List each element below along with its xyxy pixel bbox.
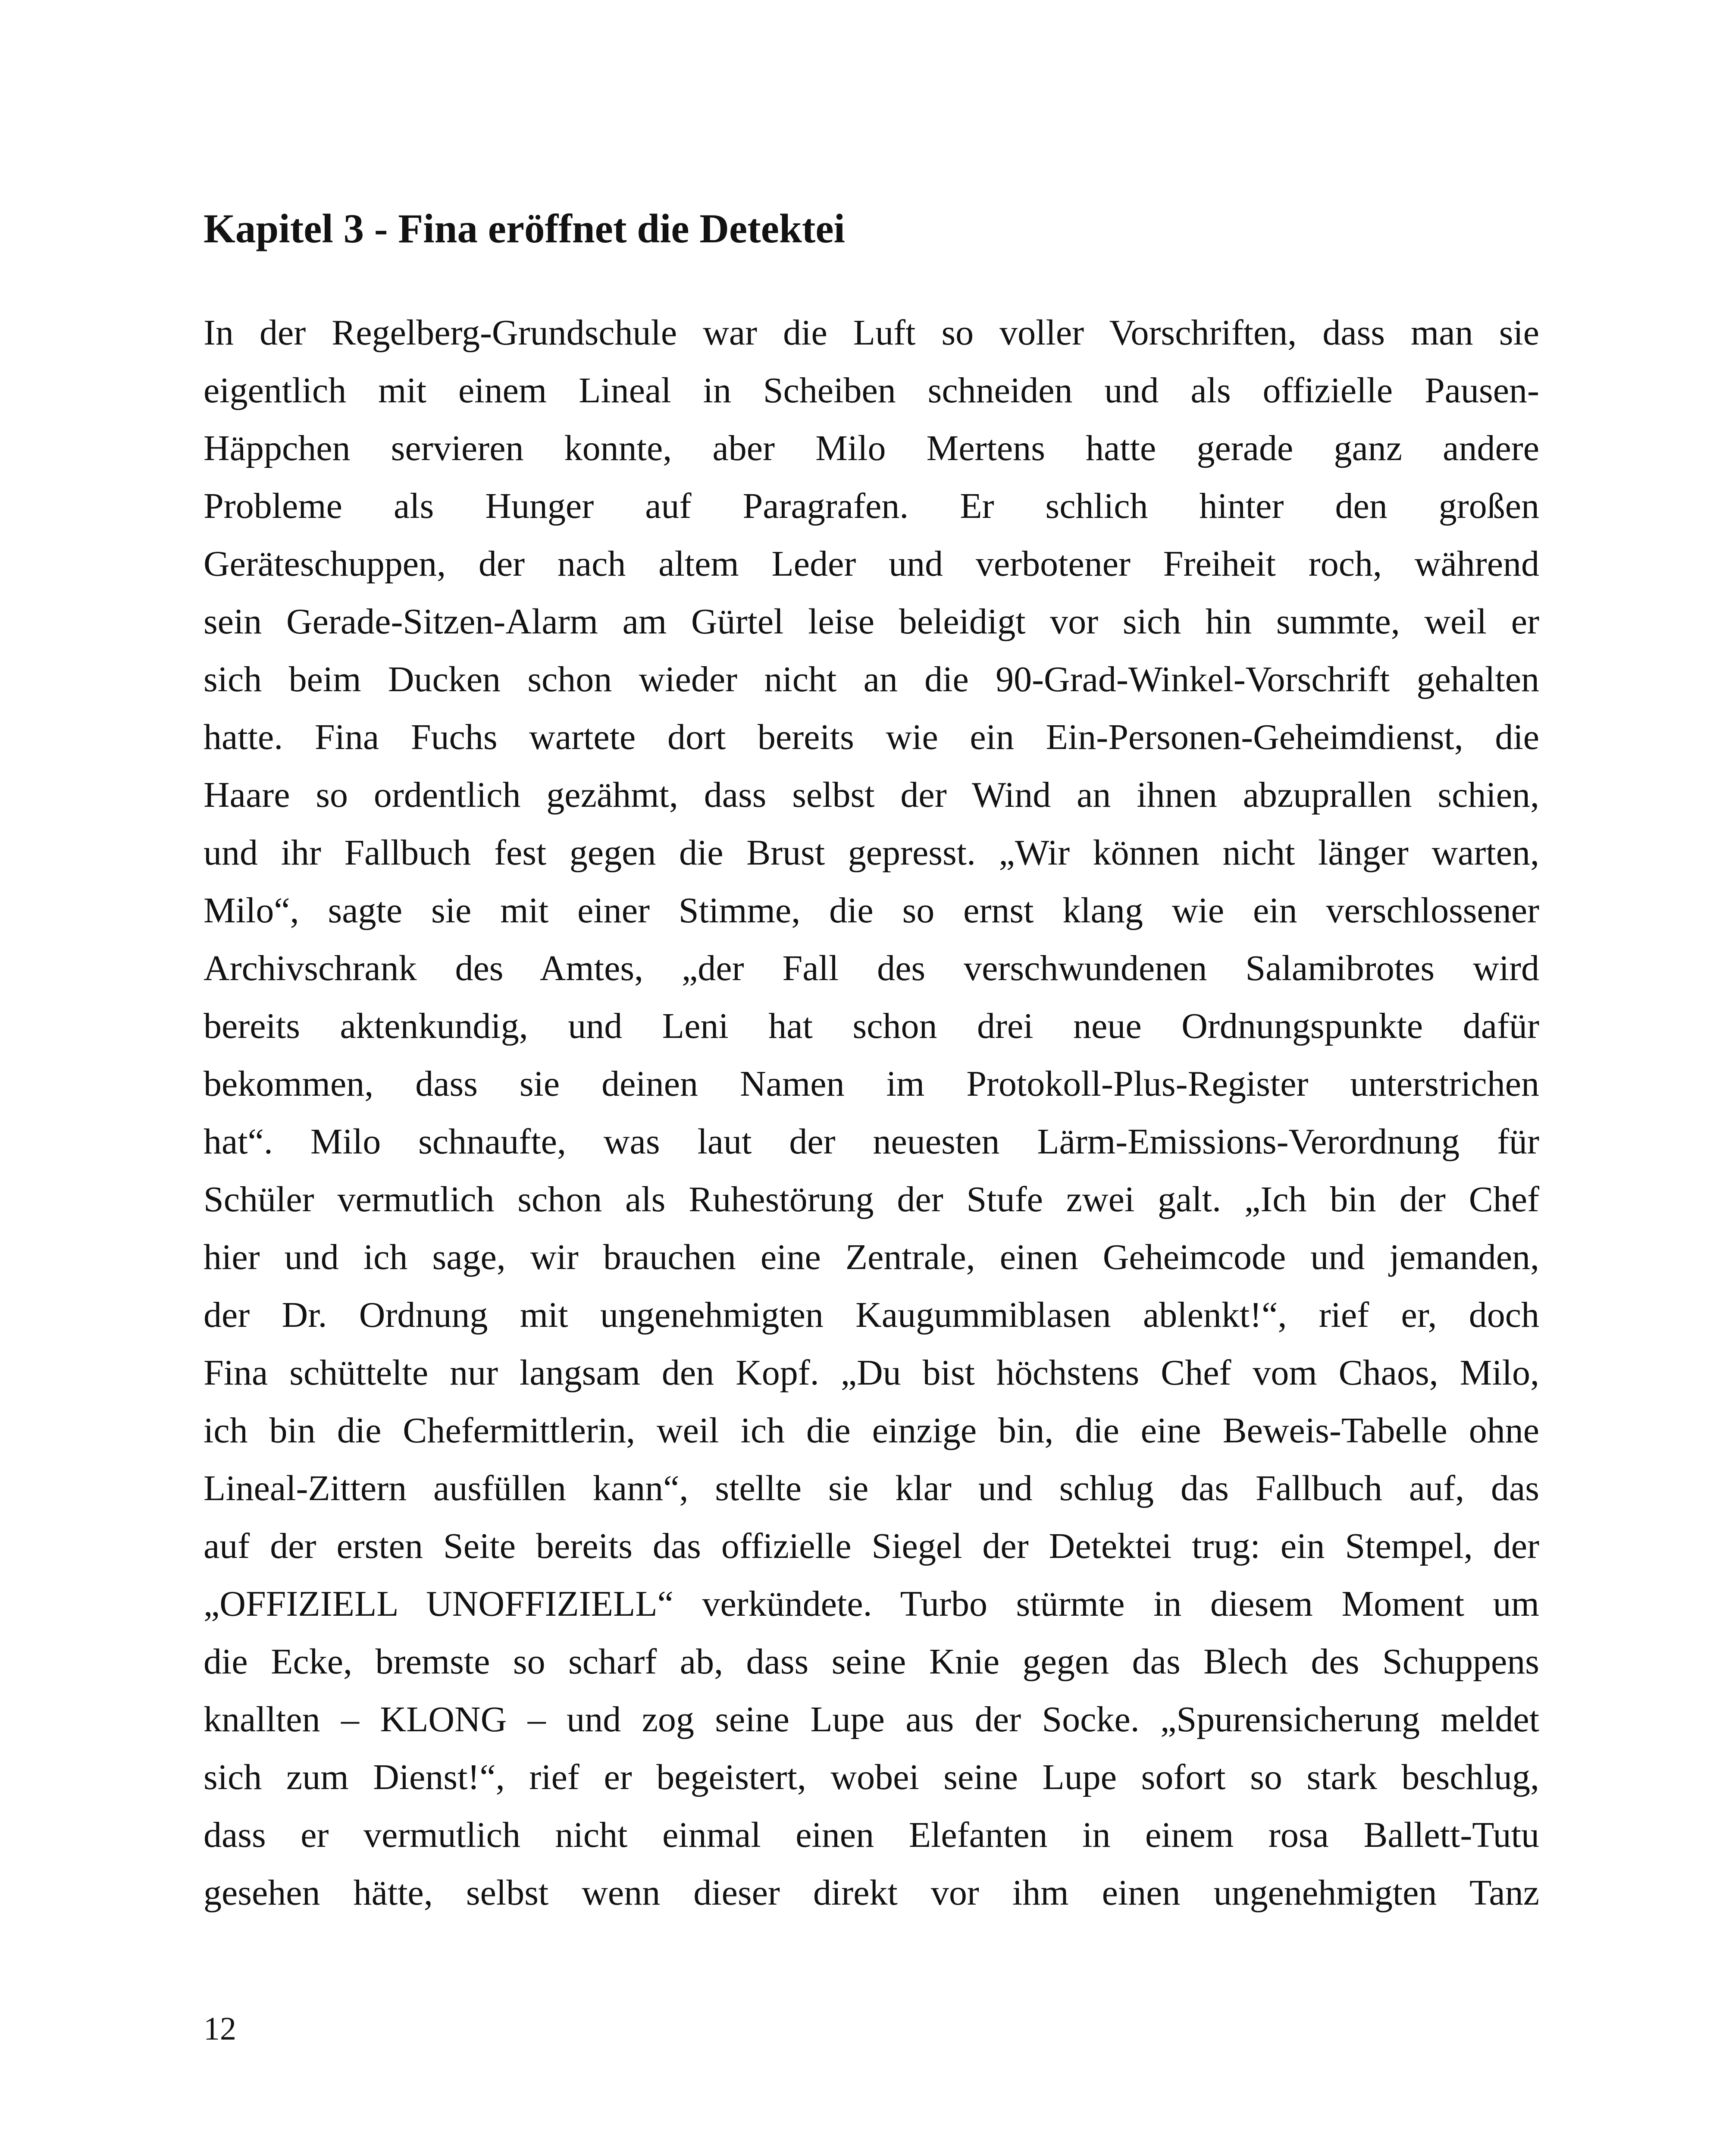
body-line: hat“. Milo schnaufte, was laut der neuesten Lärm-Emissions-Verordnung für xyxy=(204,1122,1539,1162)
body-line: der Dr. Ordnung mit ungenehmigten Kaugummiblasen ablenkt!“, rief er, doch xyxy=(204,1295,1539,1335)
body-line: eigentlich mit einem Lineal in Scheiben schneiden und als offizielle Pausen- xyxy=(204,370,1539,411)
body-line: Geräteschuppen, der nach altem Leder und verbotener Freiheit roch, während xyxy=(204,544,1539,584)
chapter-body-text xyxy=(204,304,1539,1922)
body-line: sich beim Ducken schon wieder nicht an die 90-Grad-Winkel-Vorschrift gehalten xyxy=(204,659,1539,699)
body-line: „OFFIZIELL UNOFFIZIELL“ verkündete. Turbo stürmte in diesem Moment um xyxy=(204,1584,1539,1624)
body-line: Probleme als Hunger auf Paragrafen. Er schlich hinter den großen xyxy=(204,486,1539,526)
body-line: hier und ich sage, wir brauchen eine Zentrale, einen Geheimcode und jemanden, xyxy=(204,1237,1539,1277)
page-number: 12 xyxy=(204,2011,236,2047)
body-line: hatte. Fina Fuchs wartete dort bereits wie ein Ein-Personen-Geheimdienst, die xyxy=(204,717,1539,757)
body-line: die Ecke, bremste so scharf ab, dass seine Knie gegen das Blech des Schuppens xyxy=(204,1642,1539,1682)
body-line: Haare so ordentlich gezähmt, dass selbst der Wind an ihnen abzuprallen schien, xyxy=(204,775,1539,815)
body-line: sich zum Dienst!“, rief er begeistert, wobei seine Lupe sofort so stark beschlug, xyxy=(204,1757,1539,1797)
body-line: Archivschrank des Amtes, „der Fall des verschwundenen Salamibrotes wird xyxy=(204,948,1539,988)
chapter-title: Kapitel 3 - Fina eröffnet die Detektei xyxy=(204,206,845,251)
body-line: auf der ersten Seite bereits das offizielle Siegel der Detektei trug: ein Stempel, der xyxy=(204,1526,1539,1566)
body-line: ich bin die Chefermittlerin, weil ich die einzige bin, die eine Beweis-Tabelle ohne xyxy=(204,1410,1539,1451)
body-line: Schüler vermutlich schon als Ruhestörung der Stufe zwei galt. „Ich bin der Chef xyxy=(204,1179,1539,1219)
body-line: sein Gerade-Sitzen-Alarm am Gürtel leise beleidigt vor sich hin summte, weil er xyxy=(204,602,1539,642)
body-line: In der Regelberg-Grundschule war die Luft so voller Vorschriften, dass man sie xyxy=(204,313,1539,353)
body-line: und ihr Fallbuch fest gegen die Brust gepresst. „Wir können nicht länger warten, xyxy=(204,833,1539,873)
body-line: Lineal-Zittern ausfüllen kann“, stellte sie klar und schlug das Fallbuch auf, das xyxy=(204,1468,1539,1508)
body-line: bekommen, dass sie deinen Namen im Protokoll-Plus-Register unterstrichen xyxy=(204,1064,1539,1104)
body-line: knallten – KLONG – und zog seine Lupe aus der Socke. „Spurensicherung meldet xyxy=(204,1699,1539,1739)
body-line: Häppchen servieren konnte, aber Milo Mertens hatte gerade ganz andere xyxy=(204,428,1539,468)
body-line: bereits aktenkundig, und Leni hat schon drei neue Ordnungspunkte dafür xyxy=(204,1006,1539,1046)
body-line: Fina schüttelte nur langsam den Kopf. „Du bist höchstens Chef vom Chaos, Milo, xyxy=(204,1353,1539,1393)
body-line: gesehen hätte, selbst wenn dieser direkt vor ihm einen ungenehmigten Tanz xyxy=(204,1873,1539,1913)
body-line: dass er vermutlich nicht einmal einen Elefanten in einem rosa Ballett-Tutu xyxy=(204,1815,1539,1855)
body-line: Milo“, sagte sie mit einer Stimme, die so ernst klang wie ein verschlossener xyxy=(204,890,1539,931)
